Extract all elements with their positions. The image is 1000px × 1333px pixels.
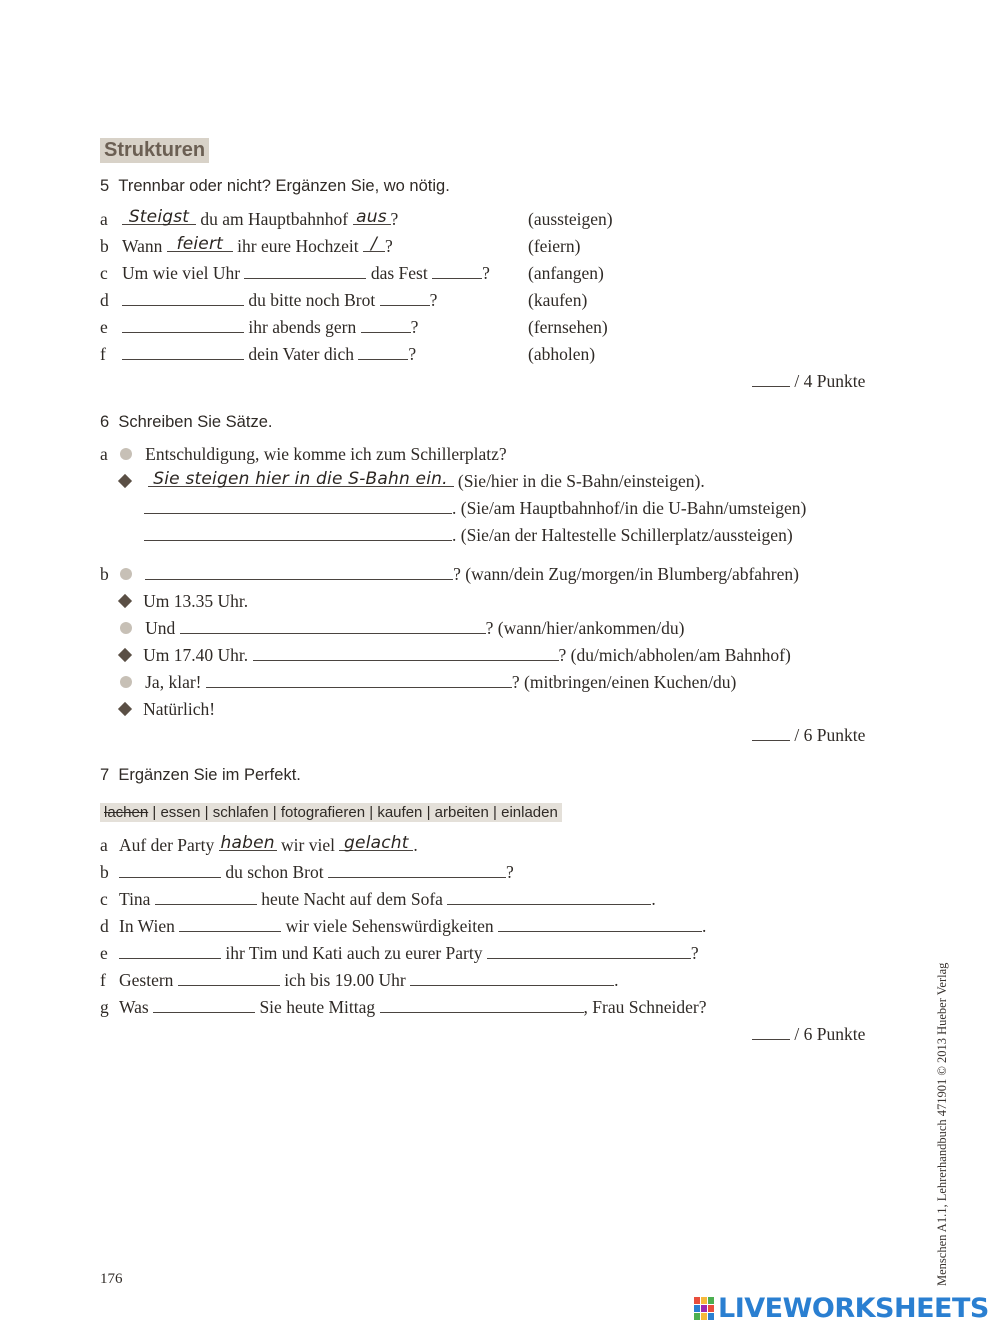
word-bank-item: schlafen [212, 804, 269, 821]
speaker-b-diamond-icon [118, 702, 132, 716]
answer-blank[interactable] [380, 289, 430, 306]
answer-blank[interactable] [122, 343, 244, 360]
task6-b-line6: Natürlich! [120, 698, 215, 720]
answer-blank[interactable] [179, 915, 281, 932]
answer-blank[interactable] [410, 969, 614, 986]
answer-blank[interactable] [119, 861, 221, 878]
task6-a-answer: Sie steigen hier in die S-Bahn ein. (Sie/hier in die S-Bahn/einsteigen). [120, 470, 705, 492]
answer-blank[interactable] [122, 316, 244, 333]
word-bank-item: essen [160, 804, 201, 821]
answer-blank[interactable] [358, 343, 408, 360]
task7-item-e: e ihr Tim und Kati auch zu eurer Party ? [100, 943, 699, 963]
score-blank[interactable] [752, 1023, 790, 1040]
task5-item-f: f dein Vater dich ? [100, 344, 417, 364]
task5-hint-b: (feiern) [528, 236, 581, 256]
task5-title: 5 Trennbar oder nicht? Ergänzen Sie, wo nötig. [100, 177, 450, 195]
answer-blank[interactable]: / [363, 235, 385, 252]
task5-item-d: d du bitte noch Brot ? [100, 290, 438, 310]
task6-b-line4: Um 17.40 Uhr. ? (du/mich/abholen/am Bahnhof) [120, 644, 791, 666]
answer-blank[interactable] [253, 644, 559, 661]
answer-blank[interactable] [498, 915, 702, 932]
answer-blank[interactable] [122, 289, 244, 306]
answer-blank[interactable] [380, 996, 584, 1013]
task5-hint-c: (anfangen) [528, 263, 604, 283]
speaker-b-diamond-icon [118, 594, 132, 608]
answer-blank[interactable] [144, 524, 452, 541]
speaker-a-dot-icon [120, 448, 132, 460]
word-bank-item: kaufen [377, 804, 423, 821]
brand-name: LIVEWORKSHEETS [718, 1292, 989, 1324]
answer-blank[interactable]: aus [353, 208, 391, 225]
word-bank: lachen | essen | schlafen | fotografieren | kaufen | arbeiten | einladen [100, 803, 562, 822]
word-bank-item: lachen [104, 804, 149, 821]
speaker-a-dot-icon [120, 568, 132, 580]
answer-blank[interactable] [119, 942, 221, 959]
answer-blank[interactable] [244, 262, 366, 279]
answer-blank[interactable]: gelacht [339, 834, 413, 851]
answer-blank[interactable]: Sie steigen hier in die S-Bahn ein. [148, 470, 454, 487]
task5-hint-f: (abholen) [528, 344, 596, 364]
task5-item-b: b Wann feiert ihr eure Hochzeit / ? [100, 234, 393, 256]
task5-hint-a: (aussteigen) [528, 209, 613, 229]
answer-blank[interactable] [180, 617, 486, 634]
task5-item-e: e ihr abends gern ? [100, 317, 419, 337]
speaker-a-dot-icon [120, 622, 132, 634]
task5-hint-e: (fernsehen) [528, 317, 608, 337]
task7-item-f: f Gestern ich bis 19.00 Uhr . [100, 970, 619, 990]
word-bank-item: einladen [501, 804, 558, 821]
task7-item-b: b du schon Brot ? [100, 862, 514, 882]
speaker-b-diamond-icon [118, 474, 132, 488]
task6-a-line3: . (Sie/an der Haltestelle Schillerplatz/aussteigen) [144, 524, 793, 546]
task5-points: / 4 Punkte [752, 370, 865, 392]
task6-points: / 6 Punkte [752, 724, 865, 746]
task6-title: 6 Schreiben Sie Sätze. [100, 413, 273, 431]
answer-blank[interactable] [361, 316, 411, 333]
answer-blank[interactable]: haben [220, 833, 275, 853]
task7-item-c: c Tina heute Nacht auf dem Sofa . [100, 889, 656, 909]
task6-b-line2: Um 13.35 Uhr. [120, 590, 248, 612]
answer-blank[interactable]: Steigst [122, 208, 196, 225]
answer-blank[interactable] [153, 996, 255, 1013]
section-heading: Strukturen [100, 138, 209, 163]
answer-blank[interactable] [487, 942, 691, 959]
task7-points: / 6 Punkte [752, 1023, 865, 1045]
task5-hint-d: (kaufen) [528, 290, 588, 310]
answer-blank[interactable] [206, 671, 512, 688]
answer-blank[interactable] [178, 969, 280, 986]
task7-item-d: d In Wien wir viele Sehenswürdigkeiten . [100, 916, 707, 936]
answer-blank[interactable] [447, 888, 651, 905]
answer-blank[interactable] [144, 497, 452, 514]
task7-item-a: a Auf der Party haben wir viel gelacht . [100, 833, 418, 855]
task6-b-line1: b ? (wann/dein Zug/morgen/in Blumberg/abfahren) [100, 564, 799, 584]
task6-b-line3: Und ? (wann/hier/ankommen/du) [120, 617, 684, 639]
score-blank[interactable] [752, 370, 790, 387]
answer-blank[interactable] [328, 861, 506, 878]
answer-blank[interactable] [432, 262, 482, 279]
task6-a-question: a Entschuldigung, wie komme ich zum Schillerplatz? [100, 444, 507, 464]
brand-grid-icon [694, 1297, 714, 1320]
word-bank-item: fotografieren [280, 804, 366, 821]
answer-blank[interactable]: feiert [167, 235, 233, 252]
task7-title: 7 Ergänzen Sie im Perfekt. [100, 766, 301, 784]
answer-blank[interactable] [145, 563, 453, 580]
speaker-a-dot-icon [120, 676, 132, 688]
speaker-b-diamond-icon [118, 648, 132, 662]
word-bank-item: arbeiten [434, 804, 489, 821]
page-number: 176 [100, 1271, 123, 1287]
task6-b-line5: Ja, klar! ? (mitbringen/einen Kuchen/du) [120, 671, 736, 693]
score-blank[interactable] [752, 724, 790, 741]
task5-item-a: a Steigst du am Hauptbahnhof aus ? [100, 207, 399, 229]
answer-blank[interactable] [155, 888, 257, 905]
task6-a-line2: . (Sie/am Hauptbahnhof/in die U-Bahn/umsteigen) [144, 497, 806, 519]
task7-item-g: g Was Sie heute Mittag , Frau Schneider? [100, 997, 707, 1017]
task5-item-c: c Um wie viel Uhr das Fest ? [100, 263, 490, 283]
liveworksheets-logo [694, 1293, 989, 1323]
